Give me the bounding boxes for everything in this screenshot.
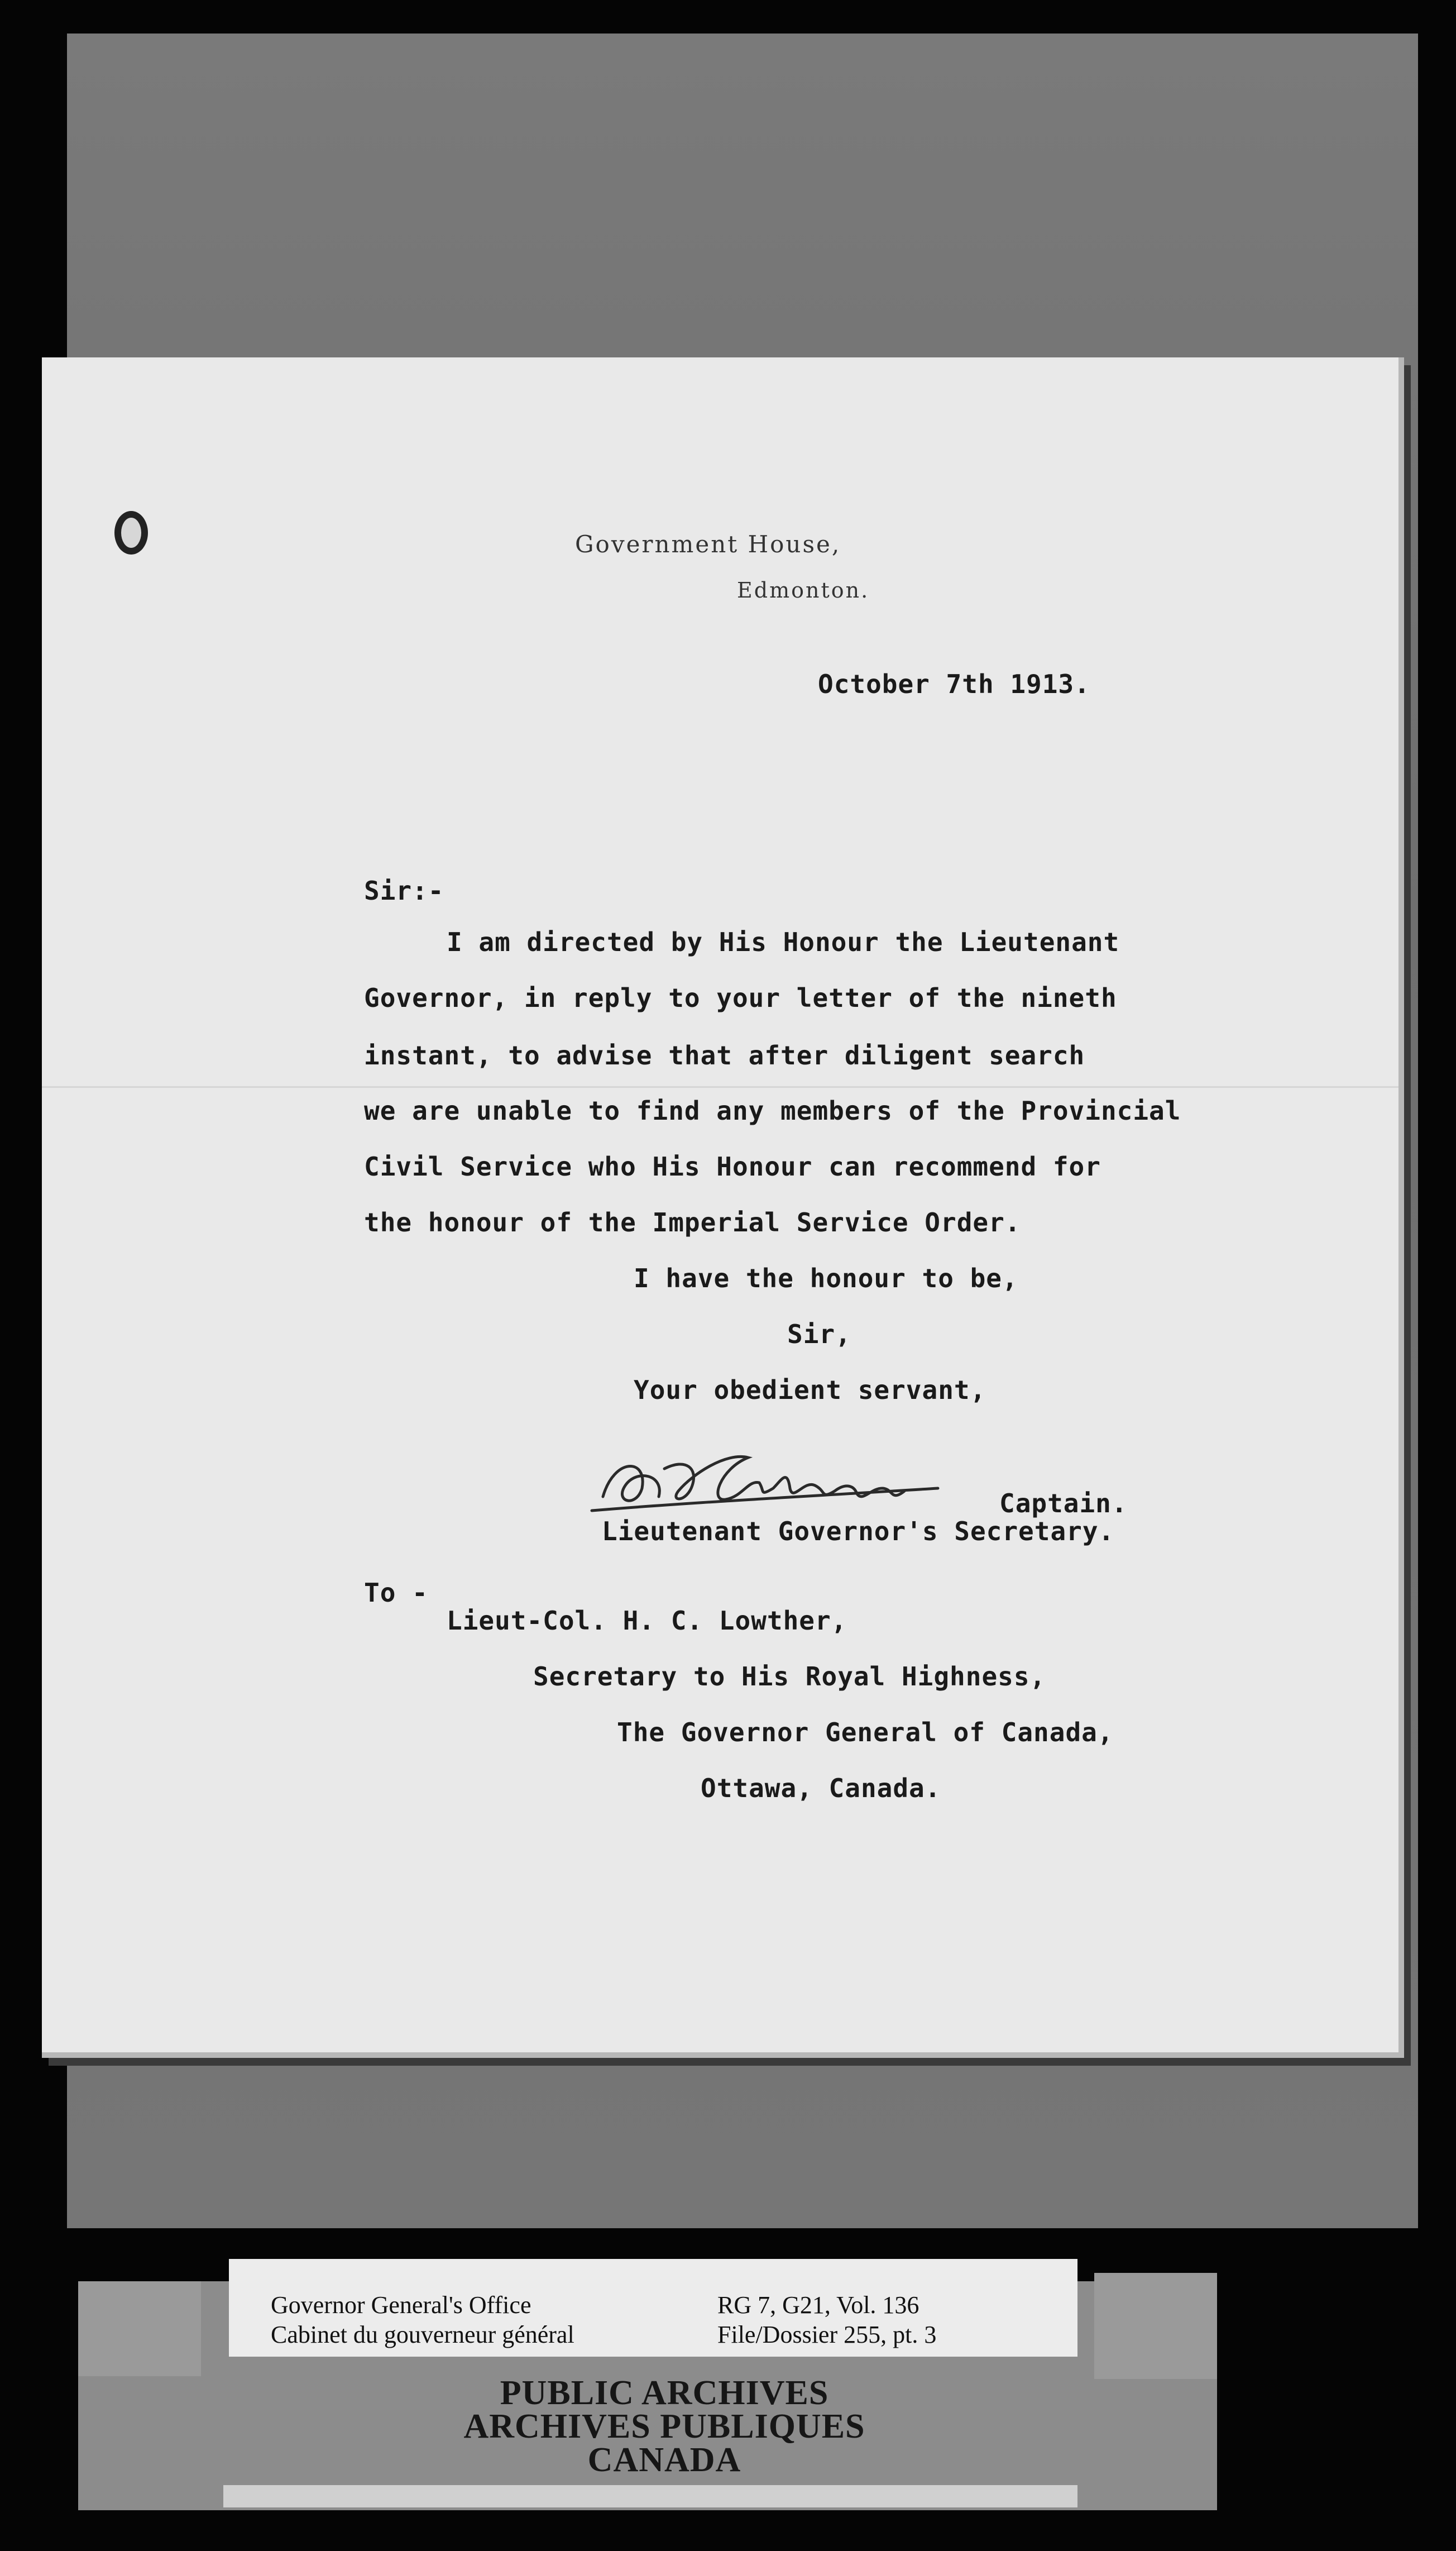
closing-line: Your obedient servant, bbox=[634, 1375, 986, 1405]
recipient-name: Lieut-Col. H. C. Lowther, bbox=[447, 1606, 847, 1636]
recipient-to-label: To - bbox=[364, 1578, 428, 1608]
body-line: I am directed by His Honour the Lieutenant bbox=[447, 927, 1120, 957]
recipient-office: The Governor General of Canada, bbox=[617, 1717, 1114, 1747]
recipient-position: Secretary to His Royal Highness, bbox=[533, 1661, 1046, 1692]
archive-stamp-line: ARCHIVES PUBLIQUES bbox=[463, 2407, 865, 2445]
letter-date: October 7th 1913. bbox=[818, 669, 1090, 699]
archive-stamp-line: CANADA bbox=[587, 2441, 741, 2479]
body-line: we are unable to find any members of the Provincial bbox=[364, 1096, 1181, 1126]
body-line: Civil Service who His Honour can recommend for bbox=[364, 1152, 1101, 1182]
letterhead-city: Edmonton. bbox=[737, 578, 870, 603]
bottom-strip bbox=[223, 2485, 1077, 2507]
body-line: instant, to advise that after diligent search bbox=[364, 1040, 1085, 1071]
archive-label-tab bbox=[78, 2281, 201, 2376]
recipient-location: Ottawa, Canada. bbox=[701, 1773, 941, 1803]
punch-hole-icon bbox=[114, 511, 148, 555]
fold-line bbox=[42, 1086, 1398, 1088]
body-line: the honour of the Imperial Service Order. bbox=[364, 1207, 1021, 1238]
closing-line: Sir, bbox=[787, 1319, 851, 1349]
salutation: Sir:- bbox=[364, 876, 444, 906]
handwritten-signature bbox=[581, 1435, 971, 1525]
archive-label-tab bbox=[1094, 2273, 1217, 2379]
closing-line: I have the honour to be, bbox=[634, 1263, 1018, 1293]
letterhead-title: Government House, bbox=[575, 531, 841, 558]
archive-reference: RG 7, G21, Vol. 136 bbox=[717, 2291, 919, 2319]
archive-office-en: Governor General's Office bbox=[271, 2291, 531, 2319]
archive-stamp-line: PUBLIC ARCHIVES bbox=[500, 2374, 829, 2412]
archive-file: File/Dossier 255, pt. 3 bbox=[717, 2321, 937, 2348]
signature-rank: Captain. bbox=[999, 1488, 1128, 1518]
archive-office-fr: Cabinet du gouverneur général bbox=[271, 2321, 574, 2348]
body-line: Governor, in reply to your letter of the nineth bbox=[364, 983, 1117, 1013]
signature-title: Lieutenant Governor's Secretary. bbox=[602, 1516, 1115, 1546]
